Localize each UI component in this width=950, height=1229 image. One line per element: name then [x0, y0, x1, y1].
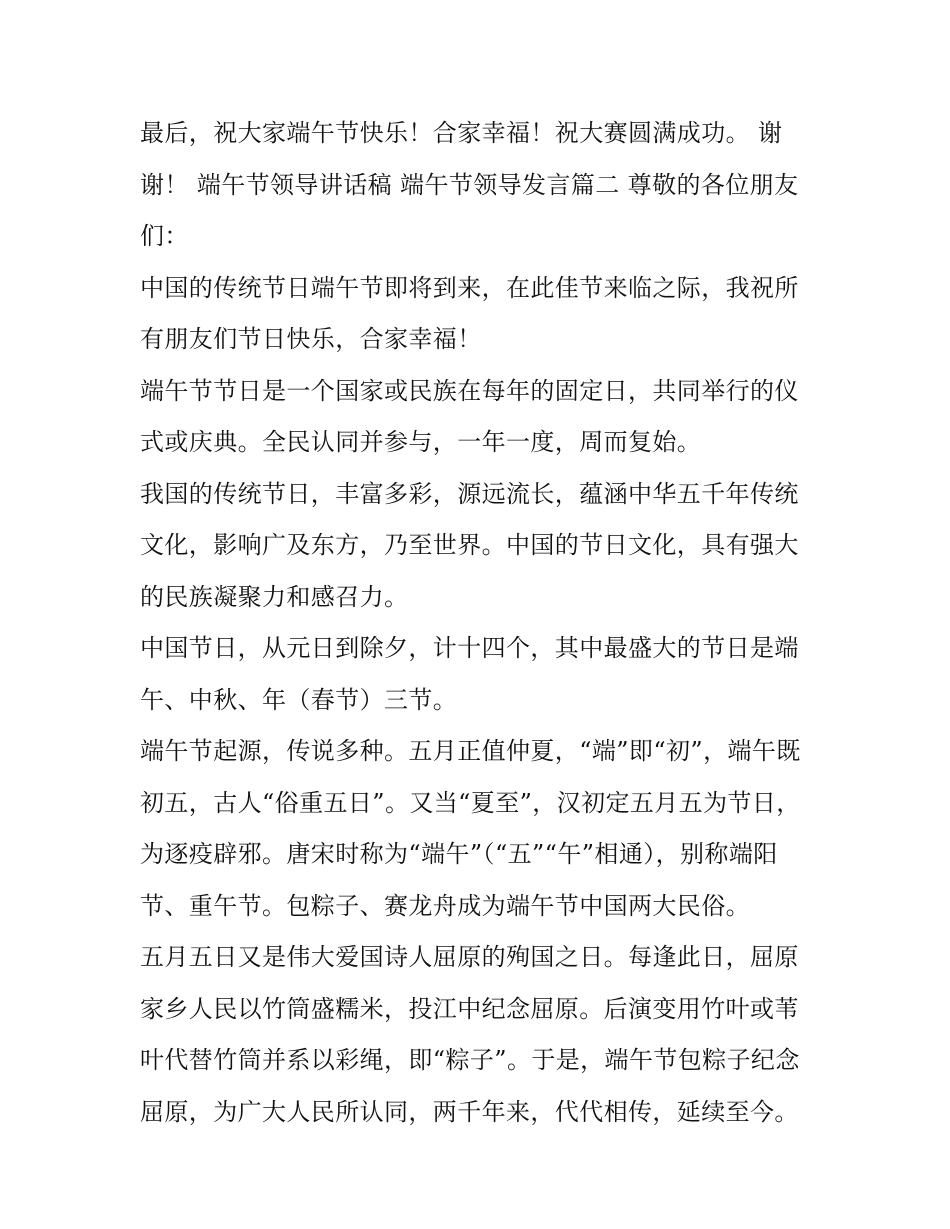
- paragraph-closing-and-greeting: 最后，祝大家端午节快乐！合家幸福！祝大赛圆满成功。 谢谢！ 端午节领导讲话稿 端午节领导发言篇二 尊敬的各位朋友们：: [140, 119, 799, 250]
- paragraph-qu-yuan: 五月五日又是伟大爱国诗人屈原的殉国之日。每逢此日，屈原家乡人民以竹筒盛糯米，投江中纪念屈原。后演变用竹叶或苇叶代替竹筒并系以彩绳，即“粽子”。于是，端午节包粽子纪念屈原，为广大人民所认同，两千年来，代代相传，延续至今。: [140, 943, 800, 1126]
- paragraph-traditional-culture: 我国的传统节日，丰富多彩，源远流长，蕴涵中华五千年传统文化，影响广及东方，乃至世界。中国的节日文化，具有强大的民族凝聚力和感召力。: [140, 479, 799, 611]
- paragraph-dragon-boat-origin: 端午节起源，传说多种。五月正值仲夏，“端”即“初”，端午既初五，古人“俗重五日”。又当“夏至”，汉初定五月五为节日，为逐疫辟邪。唐宋时称为“端午”（“五”“午”相通），别称端阳节、重午节。包粽子、赛龙舟成为端午节中国两大民俗。: [140, 737, 801, 920]
- document-body: [140, 108, 820, 1138]
- paragraph-festival-definition: 端午节节日是一个国家或民族在每年的固定日，共同举行的仪式或庆典。全民认同并参与，一年一度，周而复始。: [140, 376, 799, 456]
- paragraph-festival-wishes: 中国的传统节日端午节即将到来，在此佳节来临之际，我祝所有朋友们节日快乐，合家幸福！: [140, 273, 799, 353]
- paragraph-major-festivals: 中国节日，从元日到除夕，计十四个，其中最盛大的节日是端午、中秋、年（春节）三节。: [140, 634, 799, 714]
